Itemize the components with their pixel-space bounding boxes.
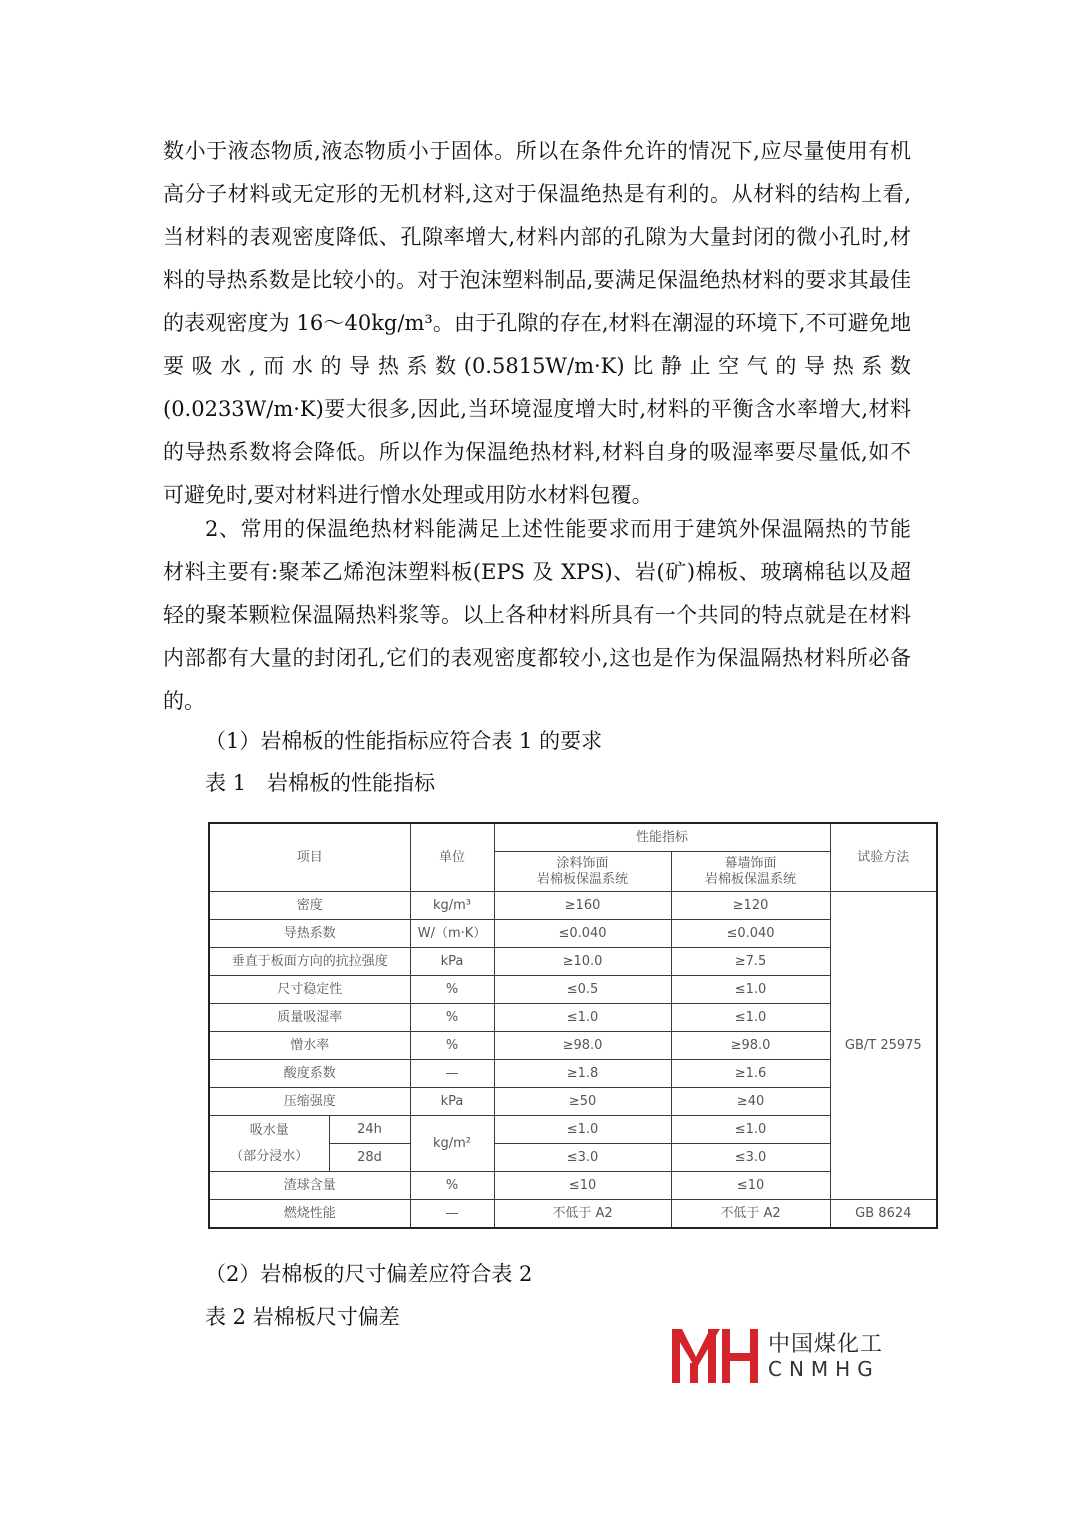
row-item: 质量吸湿率 [209,1004,410,1032]
row-item: 尺寸稳定性 [209,976,410,1004]
logo-name-english: CNMHG [768,1357,880,1381]
test-method-gb-t-25975: GB/T 25975 [830,892,937,1200]
header-curtain-wall-finish: 幕墙饰面 岩棉板保温系统 [671,852,830,892]
header-performance: 性能指标 [494,823,830,852]
row-unit: — [410,1060,494,1088]
row-unit: % [410,1004,494,1032]
body-paragraph-2: 2、常用的保温绝热材料能满足上述性能要求而用于建筑外保温隔热的节能材料主要有:聚苯乙烯泡沫塑料板(EPS 及 XPS)、岩(矿)棉板、玻璃棉毡以及超轻的聚苯颗粒保温隔热料浆等。以上各种材料所具有一个共同的特点就是在材料内部都有大量的封闭孔,它们的表观密度都较小,这也是作为保温隔热材料所必备的。 [163,517,911,713]
rock-wool-performance-table [208,822,938,1229]
table-row [209,1200,937,1229]
row-value-b: ≥40 [671,1088,830,1116]
row-unit: % [410,976,494,1004]
row-value-b: ≤10 [671,1172,830,1200]
row-item: 导热系数 [209,920,410,948]
subheading-table-1: （1）岩棉板的性能指标应符合表 1 的要求 [205,729,603,753]
subheading-table-2: （2）岩棉板的尺寸偏差应符合表 2 [205,1262,533,1286]
table-2-caption: 表 2 岩棉板尺寸偏差 [205,1305,400,1329]
row-item: 燃烧性能 [209,1200,410,1229]
row-value-a: ≤3.0 [494,1144,671,1172]
row-value-b: 不低于 A2 [671,1200,830,1229]
row-unit: W/（m·K） [410,920,494,948]
water-period-28d: 28d [329,1144,410,1172]
row-value-b: ≥1.6 [671,1060,830,1088]
row-value-a: ≤0.040 [494,920,671,948]
row-value-b: ≤3.0 [671,1144,830,1172]
row-value-a: ≤10 [494,1172,671,1200]
row-value-a: ≤1.0 [494,1116,671,1144]
table-row [209,892,937,920]
row-item: 渣球含量 [209,1172,410,1200]
water-absorption-item: 吸水量 （部分浸水） [209,1116,329,1172]
row-item: 酸度系数 [209,1060,410,1088]
row-value-b: ≤1.0 [671,976,830,1004]
row-unit: kPa [410,948,494,976]
row-item: 憎水率 [209,1032,410,1060]
row-unit: kPa [410,1088,494,1116]
table-row [209,976,937,1004]
row-item: 垂直于板面方向的抗拉强度 [209,948,410,976]
row-value-b: ≥98.0 [671,1032,830,1060]
row-value-b: ≤1.0 [671,1116,830,1144]
table-1-caption: 表 1 岩棉板的性能指标 [205,771,436,795]
row-value-a: ≥1.8 [494,1060,671,1088]
row-unit: % [410,1032,494,1060]
header-test-method: 试验方法 [830,823,937,892]
table-row [209,920,937,948]
row-unit: kg/m³ [410,892,494,920]
row-item: 密度 [209,892,410,920]
logo-name-chinese: 中国煤化工 [768,1332,884,1357]
header-item: 项目 [209,823,410,892]
row-value-b: ≥7.5 [671,948,830,976]
row-value-b: ≤0.040 [671,920,830,948]
water-absorption-unit: kg/m² [410,1116,494,1172]
row-value-a: ≥160 [494,892,671,920]
row-value-b: ≥120 [671,892,830,920]
water-period-24h: 24h [329,1116,410,1144]
table-row [209,1060,937,1088]
row-item: 压缩强度 [209,1088,410,1116]
row-unit: % [410,1172,494,1200]
row-value-b: ≤1.0 [671,1004,830,1032]
row-value-a: ≥98.0 [494,1032,671,1060]
row-value-a: ≥10.0 [494,948,671,976]
row-value-a: 不低于 A2 [494,1200,671,1229]
test-method-gb-8624: GB 8624 [830,1200,937,1229]
table-row [209,1172,937,1200]
body-paragraph-1: 数小于液态物质,液态物质小于固体。所以在条件允许的情况下,应尽量使用有机高分子材料或无定形的无机材料,这对于保温绝热是有利的。从材料的结构上看,当材料的表观密度降低、孔隙率增大,材料内部的孔隙为大量封闭的微小孔时,材料的导热系数是比较小的。对于泡沫塑料制品,要满足保温绝热材料的要求其最佳的表观密度为 16～40kg/m³。由于孔隙的存在,材料在潮湿的环境下,不可避免地要吸水,而水的导热系数(0.5815W/m·K)比静止空气的导热系数(0.0233W/m·K)要大很多,因此,当环境湿度增大时,材料的平衡含水率增大,材料的导热系数将会降低。所以作为保温绝热材料,材料自身的吸湿率要尽量低,如不可避免时,要对材料进行憎水处理或用防水材料包覆。 [163,139,911,507]
table-row [209,948,937,976]
row-unit: — [410,1200,494,1229]
table-row [209,1088,937,1116]
table-row [209,1004,937,1032]
header-coating-finish: 涂料饰面 岩棉板保温系统 [494,852,671,892]
table-row [209,1116,937,1144]
header-unit: 单位 [410,823,494,892]
mh-logo-icon [670,1325,762,1385]
row-value-a: ≥50 [494,1088,671,1116]
table-row [209,1032,937,1060]
cnmhg-logo [670,1325,890,1389]
row-value-a: ≤1.0 [494,1004,671,1032]
row-value-a: ≤0.5 [494,976,671,1004]
